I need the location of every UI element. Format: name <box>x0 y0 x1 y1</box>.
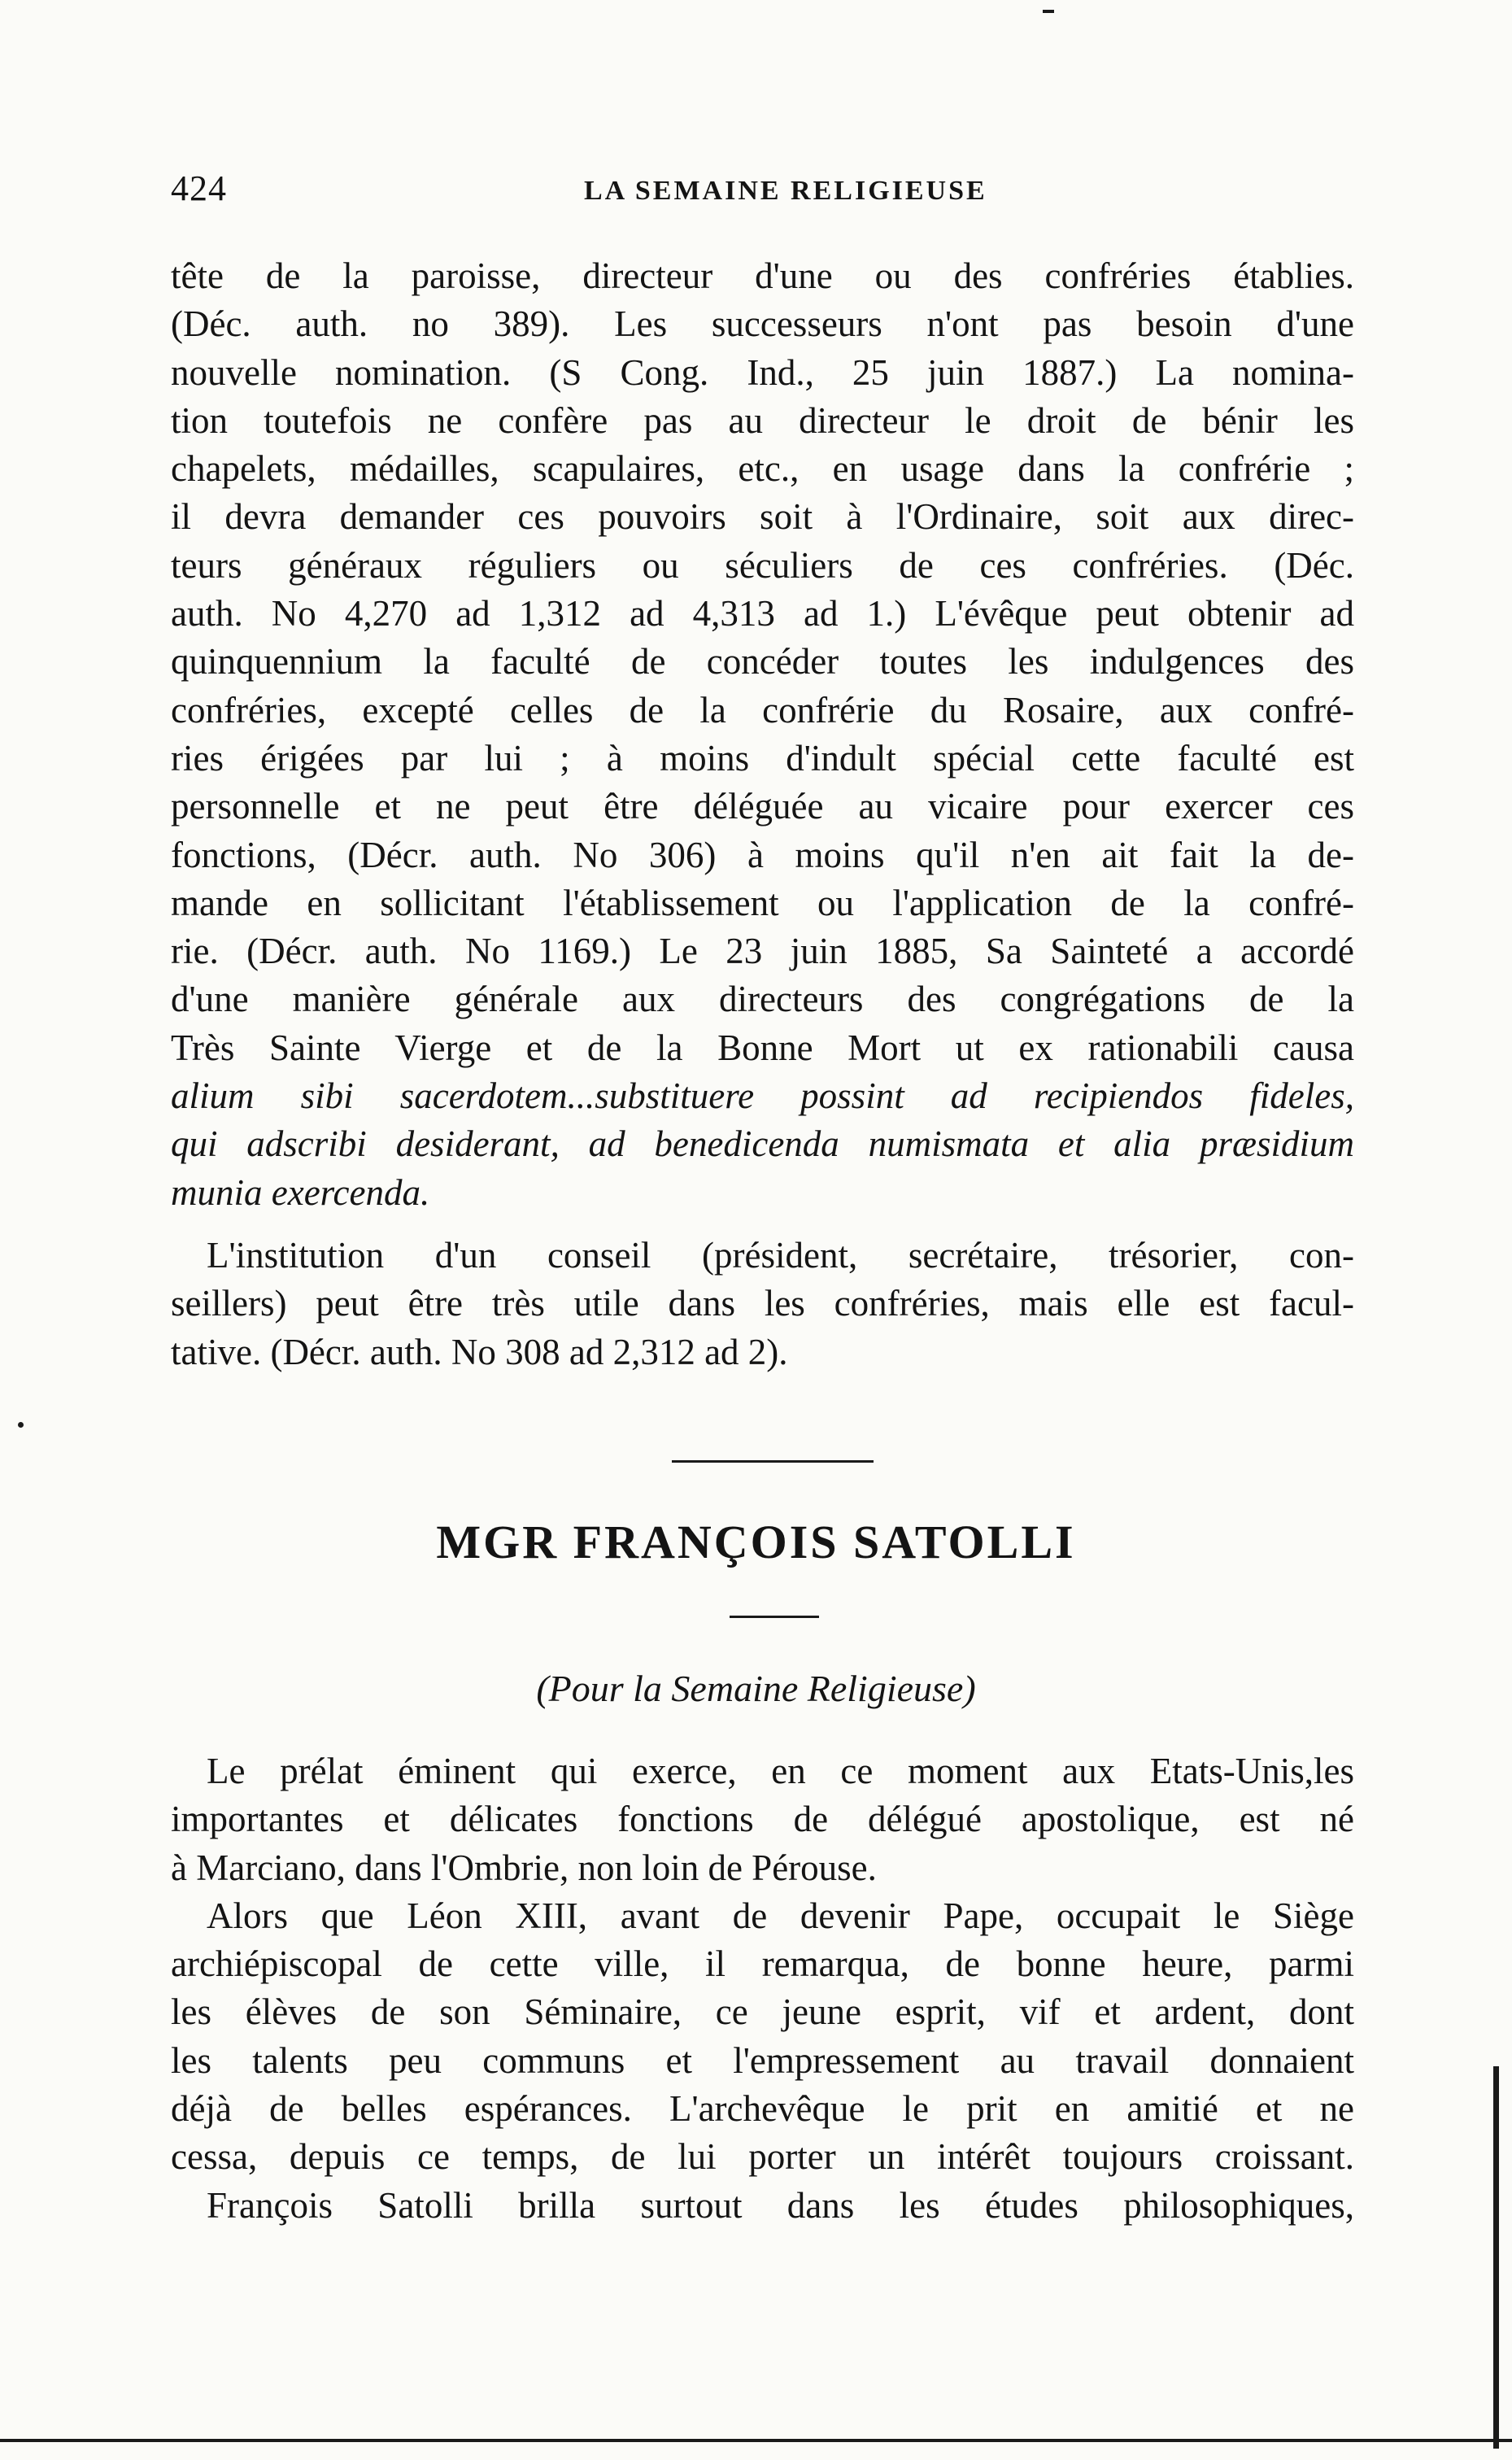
text-line: auth. No 4,270 ad 1,312 ad 4,313 ad 1.) L'évêque peut obtenir ad <box>171 593 1354 635</box>
paragraph-confreries <box>171 252 1354 1217</box>
title-underline <box>730 1616 819 1618</box>
paragraph-conseil <box>171 1232 1354 1376</box>
scan-edge-right <box>1493 2066 1499 2449</box>
scan-edge-bottom <box>0 2439 1512 2442</box>
text-line: Le prélat éminent qui exerce, en ce moment aux Etats-Unis,les <box>207 1751 1354 1791</box>
text-line: il devra demander ces pouvoirs soit à l'Ordinaire, soit aux direc- <box>171 496 1354 538</box>
text-line: personnelle et ne peut être déléguée au vicaire pour exercer ces <box>171 786 1354 827</box>
running-head: LA SEMAINE RELIGIEUSE <box>584 176 987 206</box>
text-line: ries érigées par lui ; à moins d'indult spécial cette faculté est <box>171 737 1354 779</box>
scan-speck <box>1043 10 1054 13</box>
text-line: déjà de belles espérances. L'archevêque le prit en amitié et ne <box>171 2088 1354 2130</box>
text-line: François Satolli brilla surtout dans les études philosophiques, <box>207 2184 1354 2226</box>
article-body <box>171 1747 1354 2230</box>
text-line: L'institution d'un conseil (président, secrétaire, trésorier, con- <box>207 1235 1354 1276</box>
text-line: fonctions, (Décr. auth. No 306) à moins qu'il n'en ait fait la de- <box>171 834 1354 875</box>
latin-text-line: alium sibi sacerdotem...substituere possint ad recipiendos fideles, <box>171 1075 1354 1117</box>
text-line: seillers) peut être très utile dans les confréries, mais elle est facul- <box>171 1283 1354 1324</box>
text-line: d'une manière générale aux directeurs des congrégations de la <box>171 979 1354 1020</box>
page-number: 424 <box>171 168 227 208</box>
text-line: archiépiscopal de cette ville, il remarqua, de bonne heure, parmi <box>171 1943 1354 1985</box>
section-divider <box>672 1460 874 1463</box>
article-title: MGR FRANÇOIS SATOLLI <box>436 1516 1076 1568</box>
text-line: cessa, depuis ce temps, de lui porter un intérêt toujours croissant. <box>171 2136 1354 2178</box>
text-line: chapelets, médailles, scapulaires, etc., en usage dans la confrérie ; <box>171 448 1354 490</box>
latin-text-line: munia exercenda. <box>171 1171 430 1213</box>
text-line: les élèves de son Séminaire, ce jeune esprit, vif et ardent, dont <box>171 1991 1354 2033</box>
text-line: mande en sollicitant l'établissement ou l'application de la confré- <box>171 882 1354 923</box>
text-line: (Déc. auth. no 389). Les successeurs n'ont pas besoin d'une <box>171 303 1354 345</box>
text-line: Très Sainte Vierge et de la Bonne Mort ut ex rationabili causa <box>171 1027 1354 1068</box>
text-line: tative. (Décr. auth. No 308 ad 2,312 ad 2). <box>171 1331 788 1372</box>
text-line: rie. (Décr. auth. No 1169.) Le 23 juin 1885, Sa Sainteté a accordé <box>171 931 1354 972</box>
latin-text-line: qui adscribi desiderant, ad benedicenda numismata et alia præsidium <box>171 1123 1354 1165</box>
text-line: nouvelle nomination. (S Cong. Ind., 25 juin 1887.) La nomina- <box>171 351 1354 393</box>
text-line: à Marciano, dans l'Ombrie, non loin de Pérouse. <box>171 1847 877 1888</box>
text-line: quinquennium la faculté de concéder toutes les indulgences des <box>171 641 1354 683</box>
text-line: confréries, excepté celles de la confrérie du Rosaire, aux confré- <box>171 689 1354 731</box>
text-line: Alors que Léon XIII, avant de devenir Pape, occupait le Siège <box>207 1895 1354 1936</box>
scan-speck <box>18 1422 24 1428</box>
article-subtitle: (Pour la Semaine Religieuse) <box>536 1668 976 1709</box>
text-line: teurs généraux réguliers ou séculiers de ces confréries. (Déc. <box>171 544 1354 586</box>
text-line: les talents peu communs et l'empressement au travail donnaient <box>171 2039 1354 2081</box>
text-line: importantes et délicates fonctions de délégué apostolique, est né <box>171 1799 1354 1840</box>
text-line: tion toutefois ne confère pas au directeur le droit de bénir les <box>171 399 1354 441</box>
text-line: tête de la paroisse, directeur d'une ou des confréries établies. <box>171 255 1354 296</box>
